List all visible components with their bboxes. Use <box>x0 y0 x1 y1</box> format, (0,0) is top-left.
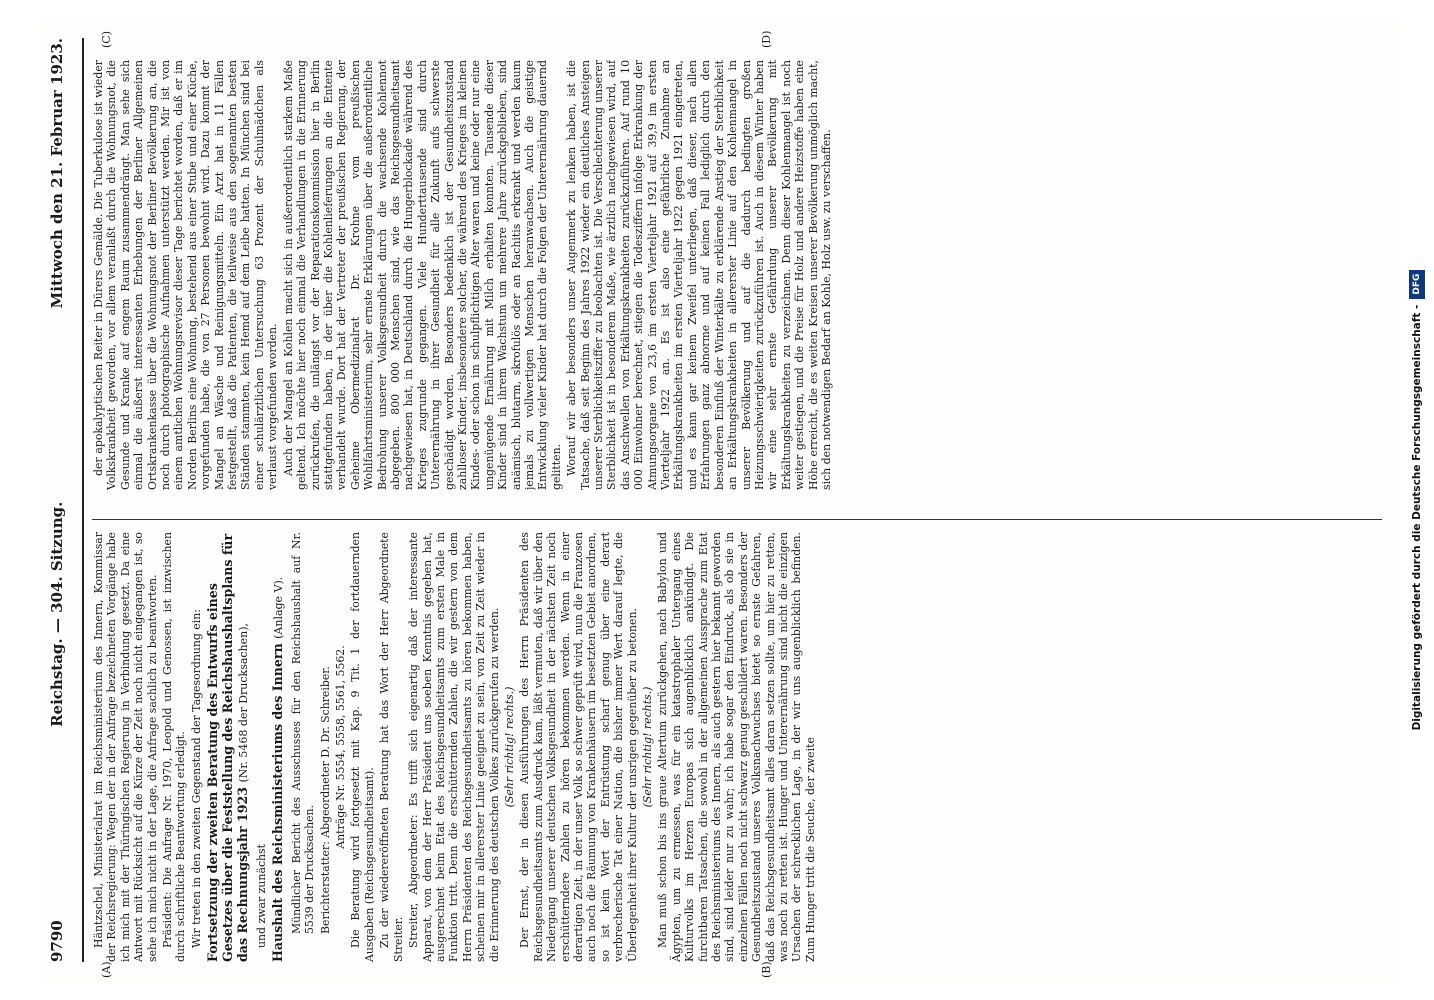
paragraph: und zwar zunächst <box>254 843 268 948</box>
speech-paragraph: der apokalyptischen Reiter in Dürers Gemälde. Die Tuberkulose ist wieder Volkskrankheit geworden, vor allem veranlaßt durch die Wohnungsnot, die Gesunde und Kranke auf engem Raum zusammendrängt. Man sehe sich einmal die äußerst interessanten Erhebungen der Berliner Allgemeinen Ortskrankenkasse über die Wohnungsnot der Berliner Bevölkerung an, die noch durch photographische Aufnahmen unterstützt werden. Mir ist von einem amtlichen Wohnungsrevisor dieser Tage berichtet worden, daß er im Norden Berlins eine Wohnung, bestehend aus einer Stube und einer Küche, vorgefunden habe, die von 27 Personen bewohnt wird. Dazu kommt der Mangel an Wäsche und Reinigungsmitteln. Ein Arzt hat in 11 Fällen festgestellt, daß die Patienten, die teilweise aus den sogenannten besten Ständen stammten, kein Hemd auf dem Leibe hatten. In München sind bei einer schulärztlichen Untersuchung 63 Prozent der Schulmädchen als verlaust vorgefunden worden. <box>92 60 280 490</box>
paragraph: Berichterstatter: Abgeordneter D. Dr. Schreiber. <box>318 666 332 934</box>
budget-heading: Haushalt des Reichsministeriums des Innern (Anlage V). <box>270 576 286 962</box>
margin-marker-b: (B) <box>760 961 773 978</box>
speech-paragraph: Der Ernst, der in diesen Ausführungen des Herrn Präsidenten des Reichsgesundheitsamts zum Ausdruck kam, läßt vermuten, daß wir über den Niedergang unserer deutschen Volksgesundheit in der nächsten Zeit noch erschütterndere Zahlen zu hören bekommen werden. Wenn in einer derartigen Zeit, in der unser Volk so schwer geprüft wird, nun die Franzosen auch noch die Räumung von Krankenhäusern im besetzten Gebiet anordnen, so ist kein Wort der Entrüstung scharf genug über eine derart verbrecherische Tat einer Nation, die bisher immer Wert darauf legte, die Überlegenheit ihrer Kultur der unsrigen gegenüber zu betonen. <box>518 532 639 962</box>
session-title: Reichstag. — 304. Sitzung. <box>48 501 66 727</box>
margin-marker-a: (A) <box>100 961 113 978</box>
interjection: (Sehr richtig! rechts.) <box>502 686 516 808</box>
dfg-logo: DFG <box>1409 270 1425 299</box>
digitization-credit <box>1404 0 1430 1000</box>
page-header <box>48 38 84 962</box>
paragraph: Zu der wiedereröffneten Beratung hat das Wort der Herr Abgeordnete Streiter. <box>378 532 405 962</box>
scanned-page <box>40 18 1400 982</box>
left-column <box>92 532 1382 962</box>
margin-marker-c: (C) <box>100 31 113 48</box>
column-divider <box>92 519 1382 520</box>
session-date: Mittwoch den 21. Februar 1923. <box>48 38 66 309</box>
speech-paragraph: Auch der Mangel an Kohlen macht sich in außerordentlich starkem Maße geltend. Ich möchte hier noch einmal die Verhandlungen in die Erinnerung zurückrufen, die unlängst vor der Reparationskommission hier in Berlin stattgefunden haben, in der über die Kohlenlieferungen an die Entente verhandelt wurde. Dort hat der Vertreter der preußischen Regierung, der Geheime Obermedizinalrat Dr. Krohne vom preußischen Wohlfahrtsministerium, sehr ernste Erklärungen über die außerordentliche Bedrohung unserer Volksgesundheit durch die wachsende Kohlennot abgegeben. 800 000 Menschen sind, wie das Reichsgesundheitsamt nachgewiesen hat, in Deutschland durch die Hungerblockade während des Krieges zugrunde gegangen. Viele Hunderttausende sind durch Unterernährung in ihrer Gesundheit für alle Zukunft aufs schwerste geschädigt worden. Besonders bedenklich ist der Gesundheitszustand zahlloser Kinder, insbesondere solcher, die während des Krieges im kleinen Kindes- oder schon im schulpflichtigen Alter waren und keine oder nur eine ungenügende Ernährung mit Milch erhalten konnten. Tausende dieser Kinder sind in ihrem Wachstum um mehrere Jahre zurückgeblieben, sind anämisch, blutarm, skrofulös oder an Rachitis erkrankt und werden kaum jemals zu vollwertigen Menschen heranwachsen. Auch die geistige Entwicklung vieler Kinder hat durch die Folgen der Unterernährung dauernd gelitten. <box>281 60 563 490</box>
speech-paragraph: Streiter, Abgeordneter: Es trifft sich eigenartig daß der interessante Apparat, von dem der Herr Präsident uns soeben Kenntnis gegeben hat, ausgerechnet beim Etat des Reichsgesundheitsamts zum ersten Male in Funktion tritt. Denn die erschütternden Zahlen, die wir gestern von dem Herrn Präsidenten des Reichsgesundheitsamts zu hören bekommen haben, scheinen mir in allererster Linie geeignet zu sein, von Zeit zu Zeit wieder in die Erinnerung des deutschen Volkes zurückgerufen zu werden. <box>407 532 501 962</box>
margin-marker-d: (D) <box>760 30 773 48</box>
right-column <box>92 60 1382 490</box>
rotated-page-content <box>40 18 1400 982</box>
paragraph: Häntzschel, Ministerialrat im Reichsministerium des Innern, Kommissar der Reichsregierung: Wegen der in der Anfrage bezeichneten Vorgänge habe ich mich mit der Thüringischen Regierung in Verbindung gesetzt. Da eine Antwort mit Rücksicht auf die Kürze der Zeit noch nicht eingegangen ist, so sehe ich mich nicht in der Lage, die Anfrage sachlich zu beantworten. <box>92 532 159 962</box>
agenda-heading: Fortsetzung der zweiten Beratung des Entwurfs eines Gesetzes über die Feststellung des Reichshaushaltsplans für das Rechnungsjahr 1923 (Nr. 5468 der Drucksachen), <box>205 533 250 962</box>
paragraph: Anträge Nr. 5554, 5558, 5561, 5562. <box>334 645 348 849</box>
page-number: 9790 <box>48 920 66 962</box>
interjection: (Sehr richtig! rechts.) <box>641 686 654 808</box>
speech-paragraph: Man muß schon bis ins graue Altertum zurückgehen, nach Babylon und Ägypten, um zu ermessen, was für ein katastrophaler Untergang eines Kulturvolks im Herzen Europas sich augenblicklich ankündigt. Die furchtbaren Tatsachen, die sowohl in der allgemeinen Aussprache zum Etat des Reichsministeriums des Innern, als auch gestern hier bekannt geworden sind, sind leider nur zu wahr; ich habe sogar den Eindruck, als ob sie in einzelnen Fällen noch nicht schwarz genug geschildert waren. Besonders der Gesundheitszustand unseres Volksnachwuchses bietet so ernste Gefahren, daß das Reichsgesundheitsamt alles daran setzen sollte, um hier zu retten, was noch zu retten ist. Hunger und Unterernährung sind nicht die einzigen Ursachen der schrecklichen Lage, in der wir uns augenblicklich befinden. Zum Hunger tritt die Seuche, der zweite <box>656 532 817 962</box>
paragraph: Wir treten in den zweiten Gegenstand der Tagesordnung ein: <box>189 609 203 948</box>
paragraph: Die Beratung wird fortgesetzt mit Kap. 9 Tit. 1 der fortdauernden Ausgaben (Reichsgesundheitsamt). <box>349 532 376 962</box>
credit-text: Digitalisierung gefördert durch die Deutsche Forschungsgemeinschaft - <box>1411 304 1423 731</box>
paragraph: Präsident: Die Anfrage Nr. 1970, Leopold und Genossen, ist inzwischen durch schriftliche Beantwortung erledigt. <box>161 532 188 962</box>
speech-paragraph: Worauf wir aber besonders unser Augenmerk zu lenken haben, ist die Tatsache, daß seit Beginn des Jahres 1922 wieder ein deutliches Ansteigen unserer Sterblichkeitsziffer zu beobachten ist. Die Verschlechterung unserer Sterblichkeit ist in besonderem Maße, wie ärztlich nachgewiesen wird, auf das Anschwellen von Erkältungskrankheiten zurückzuführen. Auf rund 10 000 Einwohner berechnet, stiegen die Todesziffern infolge Erkrankung der Atmungsorgane von 23,6 im ersten Vierteljahr 1921 auf 39,9 im ersten Vierteljahr 1922 an. Es ist also eine gefährliche Zunahme an Erkältungskrankheiten im ersten Vierteljahr 1922 gegen 1921 eingetreten, und es kann gar keinem Zweifel unterliegen, daß dieser, nach allen Erfahrungen ganz abnorme und auf keinen Fall lediglich durch den besonderen Einfluß der Winterkälte zu erklärende Anstieg der Sterblichkeit an Erkältungskrankheiten in allererster Linie auf den Kohlenmangel in unserer Bevölkerung und auf die dadurch bedingten großen Heizungsschwierigkeiten zurückzuführen ist. Auch in diesem Winter haben wir eine sehr ernste Gefährdung unserer Bevölkerung mit Erkältungskrankheiten zu verzeichnen. Denn dieser Kohlenmangel ist noch weiter gestiegen, und die Preise für Holz und andere Heizstoffe haben eine Höhe erreicht, die es weiten Kreisen unserer Bevölkerung unmöglich macht, sich den notwendigen Bedarf an Kohle, Holz usw. zu verschaffen. <box>565 60 833 490</box>
paragraph: Mündlicher Bericht des Ausschusses für den Reichshaushalt auf Nr. 5539 der Drucksachen. <box>289 532 317 934</box>
